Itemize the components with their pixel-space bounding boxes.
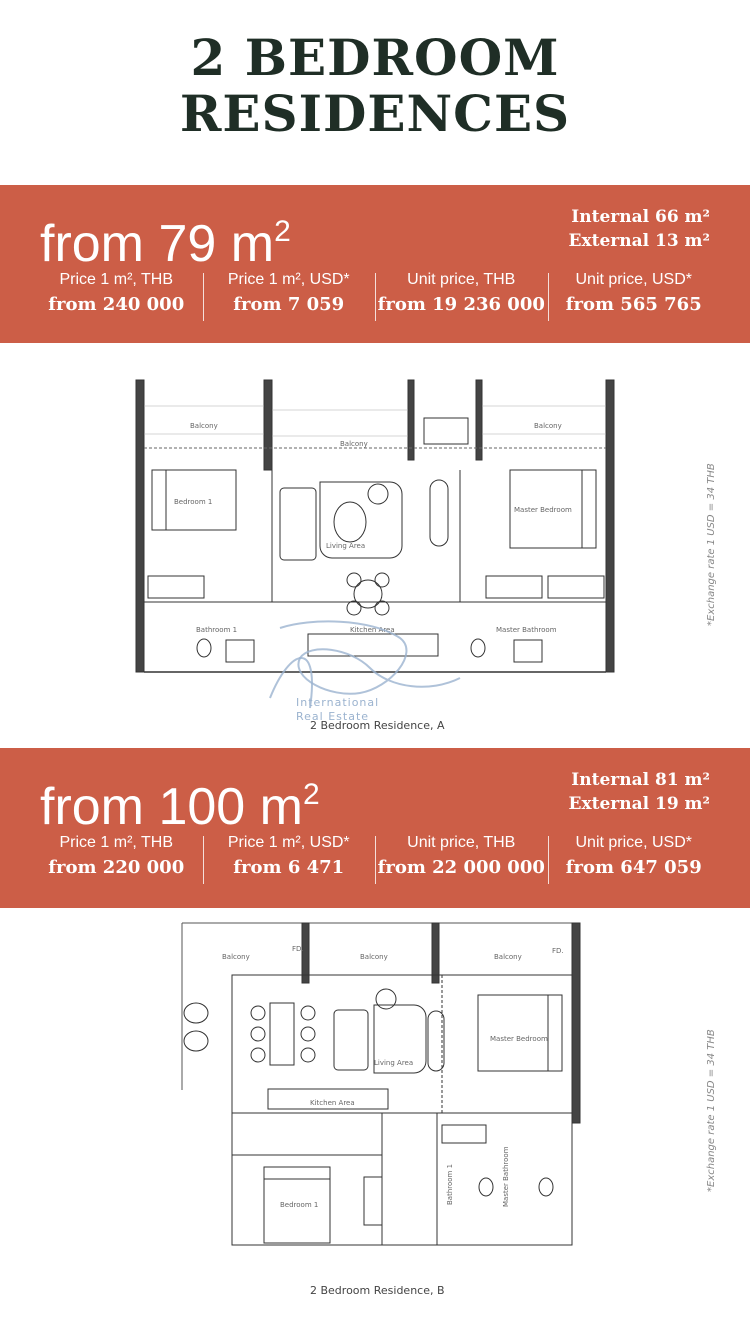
unit-a-internal: Internal 66 m² (571, 207, 710, 227)
room-label: Master Bathroom (502, 1146, 510, 1207)
unit-a-price-cell: Unit price, THB from 19 236 000 (375, 269, 548, 325)
unit-a-prices (30, 269, 720, 325)
room-label: Bedroom 1 (280, 1201, 319, 1209)
unit-a-caption: 2 Bedroom Residence, A (310, 719, 445, 732)
unit-b-price-cell: Unit price, USD* from 647 059 (548, 832, 721, 888)
unit-a-price-cell: Price 1 m², USD* from 7 059 (203, 269, 376, 325)
room-label: Balcony (190, 422, 218, 430)
unit-b-internal: Internal 81 m² (571, 770, 710, 790)
room-label: Bathroom 1 (196, 626, 238, 634)
room-label: Balcony (360, 953, 388, 961)
room-label: Kitchen Area (310, 1099, 355, 1107)
unit-b-price-cell: Price 1 m², THB from 220 000 (48, 834, 185, 878)
unit-a-internal-external (569, 205, 710, 253)
unit-a-area: from 79 $m^2$ (40, 215, 291, 273)
unit-b-price-band (0, 748, 750, 908)
title-line-2: RESIDENCES (179, 84, 571, 143)
unit-b-caption: 2 Bedroom Residence, B (310, 1284, 445, 1297)
unit-a-price-band (0, 185, 750, 343)
room-label: Master Bathroom (496, 626, 557, 634)
unit-a-external: External 13 m² (568, 231, 710, 251)
room-label: Master Bedroom (490, 1035, 548, 1043)
title-line-1: 2 BEDROOM (190, 28, 560, 87)
unit-b-external: External 19 m² (568, 794, 710, 814)
room-label: Master Bedroom (514, 506, 572, 514)
watermark-line-1: International (296, 696, 380, 709)
room-label: Living Area (374, 1059, 414, 1067)
room-label: Balcony (222, 953, 250, 961)
unit-b-internal-external (569, 768, 710, 816)
room-label: Balcony (340, 440, 368, 448)
room-label: Bedroom 1 (174, 498, 213, 506)
room-label: FD. (552, 947, 564, 955)
unit-b-exchange-rate: *Exchange rate 1 USD = 34 THB (706, 1029, 717, 1192)
page-title (0, 30, 750, 142)
unit-b-price-cell: Price 1 m², USD* from 6 471 (203, 832, 376, 888)
room-label: Balcony (534, 422, 562, 430)
unit-b-floor-plan (152, 915, 582, 1255)
watermark-line-2: Real Estate (296, 710, 370, 723)
unit-a-price-cell: Price 1 m², THB from 240 000 (48, 271, 185, 315)
room-label: Kitchen Area (350, 626, 395, 634)
unit-a-exchange-rate: *Exchange rate 1 USD = 34 THB (706, 463, 717, 626)
unit-b-area: from 100 $m^2$ (40, 778, 320, 836)
room-label: Living Area (326, 542, 366, 550)
unit-a-price-cell: Unit price, USD* from 565 765 (548, 269, 721, 325)
room-label: Bathroom 1 (446, 1163, 454, 1205)
room-label: FD. (292, 945, 304, 953)
unit-b-prices (30, 832, 720, 888)
unit-b-price-cell: Unit price, THB from 22 000 000 (375, 832, 548, 888)
room-label: Balcony (494, 953, 522, 961)
